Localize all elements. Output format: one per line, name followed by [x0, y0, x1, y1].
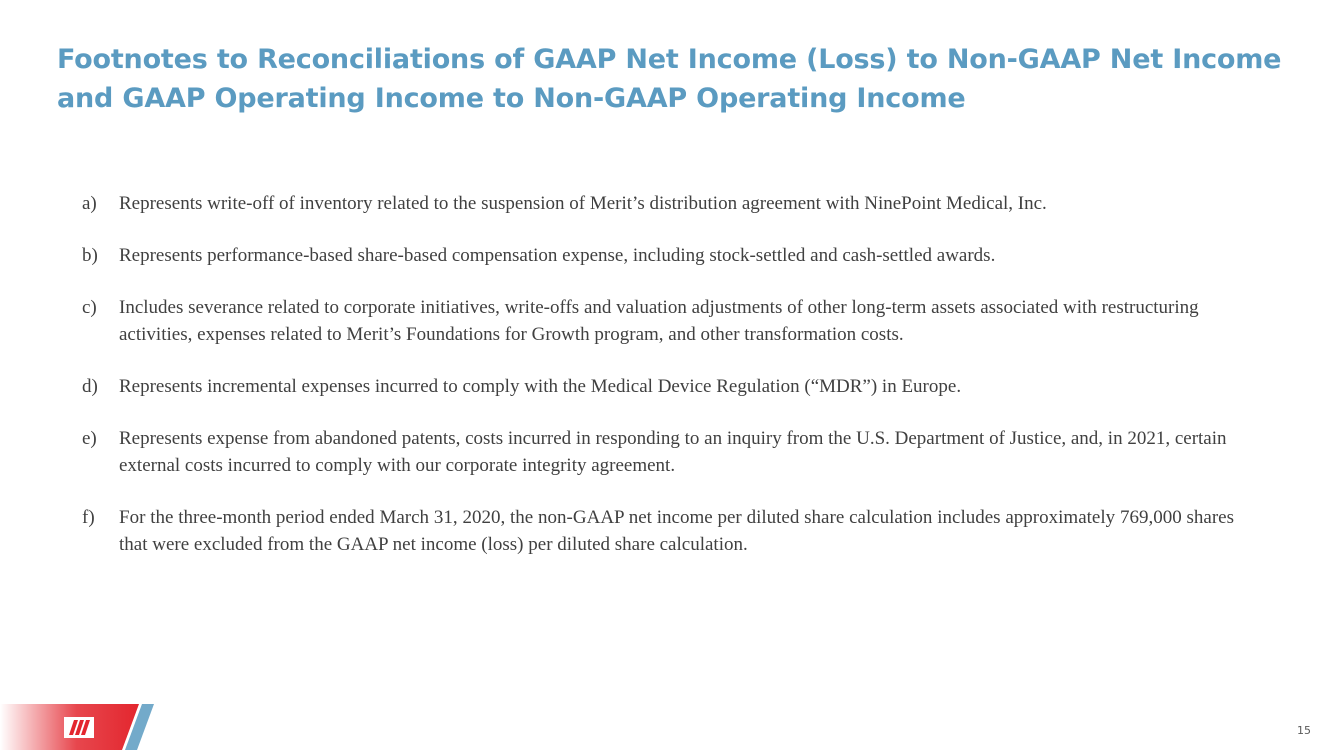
- footnote-label: e): [82, 428, 97, 449]
- footnote-text: Represents write-off of inventory related to the suspension of Merit’s distribution agreement with NinePoint Medical, Inc.: [119, 193, 1047, 214]
- footnote-text: Represents incremental expenses incurred to comply with the Medical Device Regulation (“MDR”) in Europe.: [119, 376, 962, 397]
- footnote-label: b): [82, 245, 98, 266]
- footnote-list: [82, 190, 1234, 583]
- footnote-label: d): [82, 376, 98, 397]
- footnote-b: [82, 242, 1234, 269]
- slide-title-line-1: Footnotes to Reconciliations of GAAP Net Income (Loss) to Non-GAAP Net Income: [57, 44, 1282, 75]
- footnote-text: Includes severance related to corporate initiatives, write-offs and valuation adjustments of other long-term assets associated with restructuring activities, expenses related to Merit’s Foundations for Growth program, and other transformation costs.: [119, 297, 1199, 345]
- footnote-e: [82, 425, 1234, 479]
- footnote-text: For the three-month period ended March 31, 2020, the non-GAAP net income per diluted share calculation includes approximately 769,000 shares that were excluded from the GAAP net income (loss) per diluted share calculation.: [119, 507, 1234, 555]
- slide-title: [57, 40, 1287, 118]
- footnote-text: Represents performance-based share-based compensation expense, including stock-settled and cash-settled awards.: [119, 245, 996, 266]
- footer-brand-band: [0, 704, 160, 750]
- footnote-f: [82, 504, 1234, 558]
- footnote-text: Represents expense from abandoned patents, costs incurred in responding to an inquiry from the U.S. Department of Justice, and, in 2021, certain external costs incurred to comply with our corporate integrity agreement.: [119, 428, 1227, 476]
- footnote-d: [82, 373, 1234, 400]
- slide-title-line-2: and GAAP Operating Income to Non-GAAP Operating Income: [57, 83, 966, 114]
- page-number: 15: [1297, 724, 1311, 737]
- footnote-label: a): [82, 193, 97, 214]
- footnote-a: [82, 190, 1234, 217]
- footnote-label: f): [82, 507, 95, 528]
- merit-logo-icon: [64, 717, 94, 738]
- footnote-c: [82, 294, 1234, 348]
- footnote-label: c): [82, 297, 97, 318]
